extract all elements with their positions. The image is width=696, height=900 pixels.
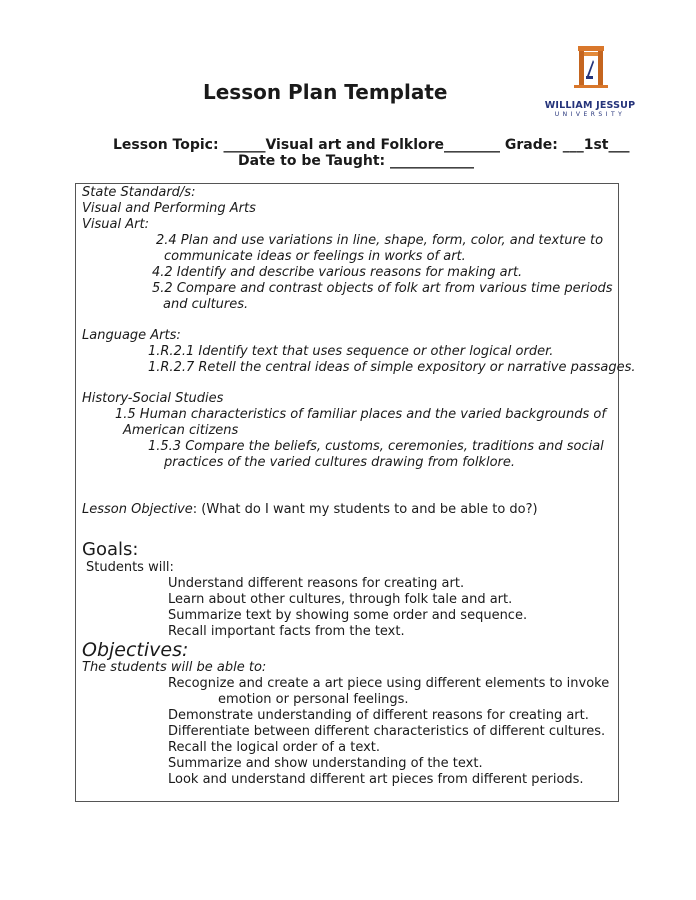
- university-logo: [540, 40, 640, 120]
- goal-item: Learn about other cultures, through folk tale and art.: [168, 592, 513, 607]
- standards-heading: State Standard/s:: [82, 185, 196, 200]
- page-title: Lesson Plan Template: [203, 80, 448, 104]
- standard-item: 2.4 Plan and use variations in line, shape, form, color, and texture to: [156, 233, 604, 248]
- goal-item: Summarize text by showing some order and sequence.: [168, 608, 528, 623]
- objective-item: emotion or personal feelings.: [218, 692, 409, 707]
- standard-item: 1.5 Human characteristics of familiar places and the varied backgrounds of: [115, 407, 606, 422]
- objectives-intro: The students will be able to:: [82, 660, 267, 675]
- objective-item: Recall the logical order of a text.: [168, 740, 381, 755]
- standard-item: 1.R.2.7 Retell the central ideas of simple expository or narrative passages.: [148, 360, 636, 375]
- objective-item: Recognize and create a art piece using different elements to invoke: [168, 676, 610, 691]
- logo-subtitle: UNIVERSITY: [554, 111, 626, 118]
- lesson-objective-line: [82, 502, 538, 518]
- standard-item: 4.2 Identify and describe various reasons for making art.: [152, 265, 523, 280]
- objective-item: Differentiate between different characteristics of different cultures.: [168, 724, 606, 739]
- standard-item: practices of the varied cultures drawing from folklore.: [164, 455, 515, 470]
- objective-item: Summarize and show understanding of the text.: [168, 756, 483, 771]
- goal-item: Recall important facts from the text.: [168, 624, 405, 639]
- lesson-objective-label: Lesson Objective: [82, 502, 193, 517]
- logo-name: WILLIAM JESSUP: [544, 100, 636, 111]
- language-arts-heading: Language Arts:: [82, 328, 181, 343]
- visual-art-heading: Visual Art:: [82, 217, 149, 232]
- goal-item: Understand different reasons for creating art.: [168, 576, 465, 591]
- standard-item: communicate ideas or feelings in works of art.: [164, 249, 466, 264]
- goals-intro: Students will:: [86, 560, 174, 575]
- date-line: Date to be Taught: ____________: [238, 153, 475, 169]
- lesson-objective-question: : (What do I want my students to and be able to do?): [192, 502, 538, 517]
- lesson-topic-line: Lesson Topic: ______Visual art and Folklore________ Grade: ___1st___: [113, 137, 630, 153]
- objective-item: Look and understand different art pieces from different periods.: [168, 772, 584, 787]
- standard-item: 1.5.3 Compare the beliefs, customs, ceremonies, traditions and social: [148, 439, 604, 454]
- university-emblem-icon: [540, 40, 640, 100]
- standard-item: 5.2 Compare and contrast objects of folk art from various time periods: [152, 281, 613, 296]
- vpa-heading: Visual and Performing Arts: [82, 201, 256, 216]
- objectives-heading: Objectives:: [82, 639, 189, 661]
- standard-item: American citizens: [123, 423, 239, 438]
- history-heading: History-Social Studies: [82, 391, 224, 406]
- goals-heading: Goals:: [82, 539, 139, 560]
- standard-item: 1.R.2.1 Identify text that uses sequence or other logical order.: [148, 344, 554, 359]
- objective-item: Demonstrate understanding of different reasons for creating art.: [168, 708, 589, 723]
- standard-item: and cultures.: [163, 297, 249, 312]
